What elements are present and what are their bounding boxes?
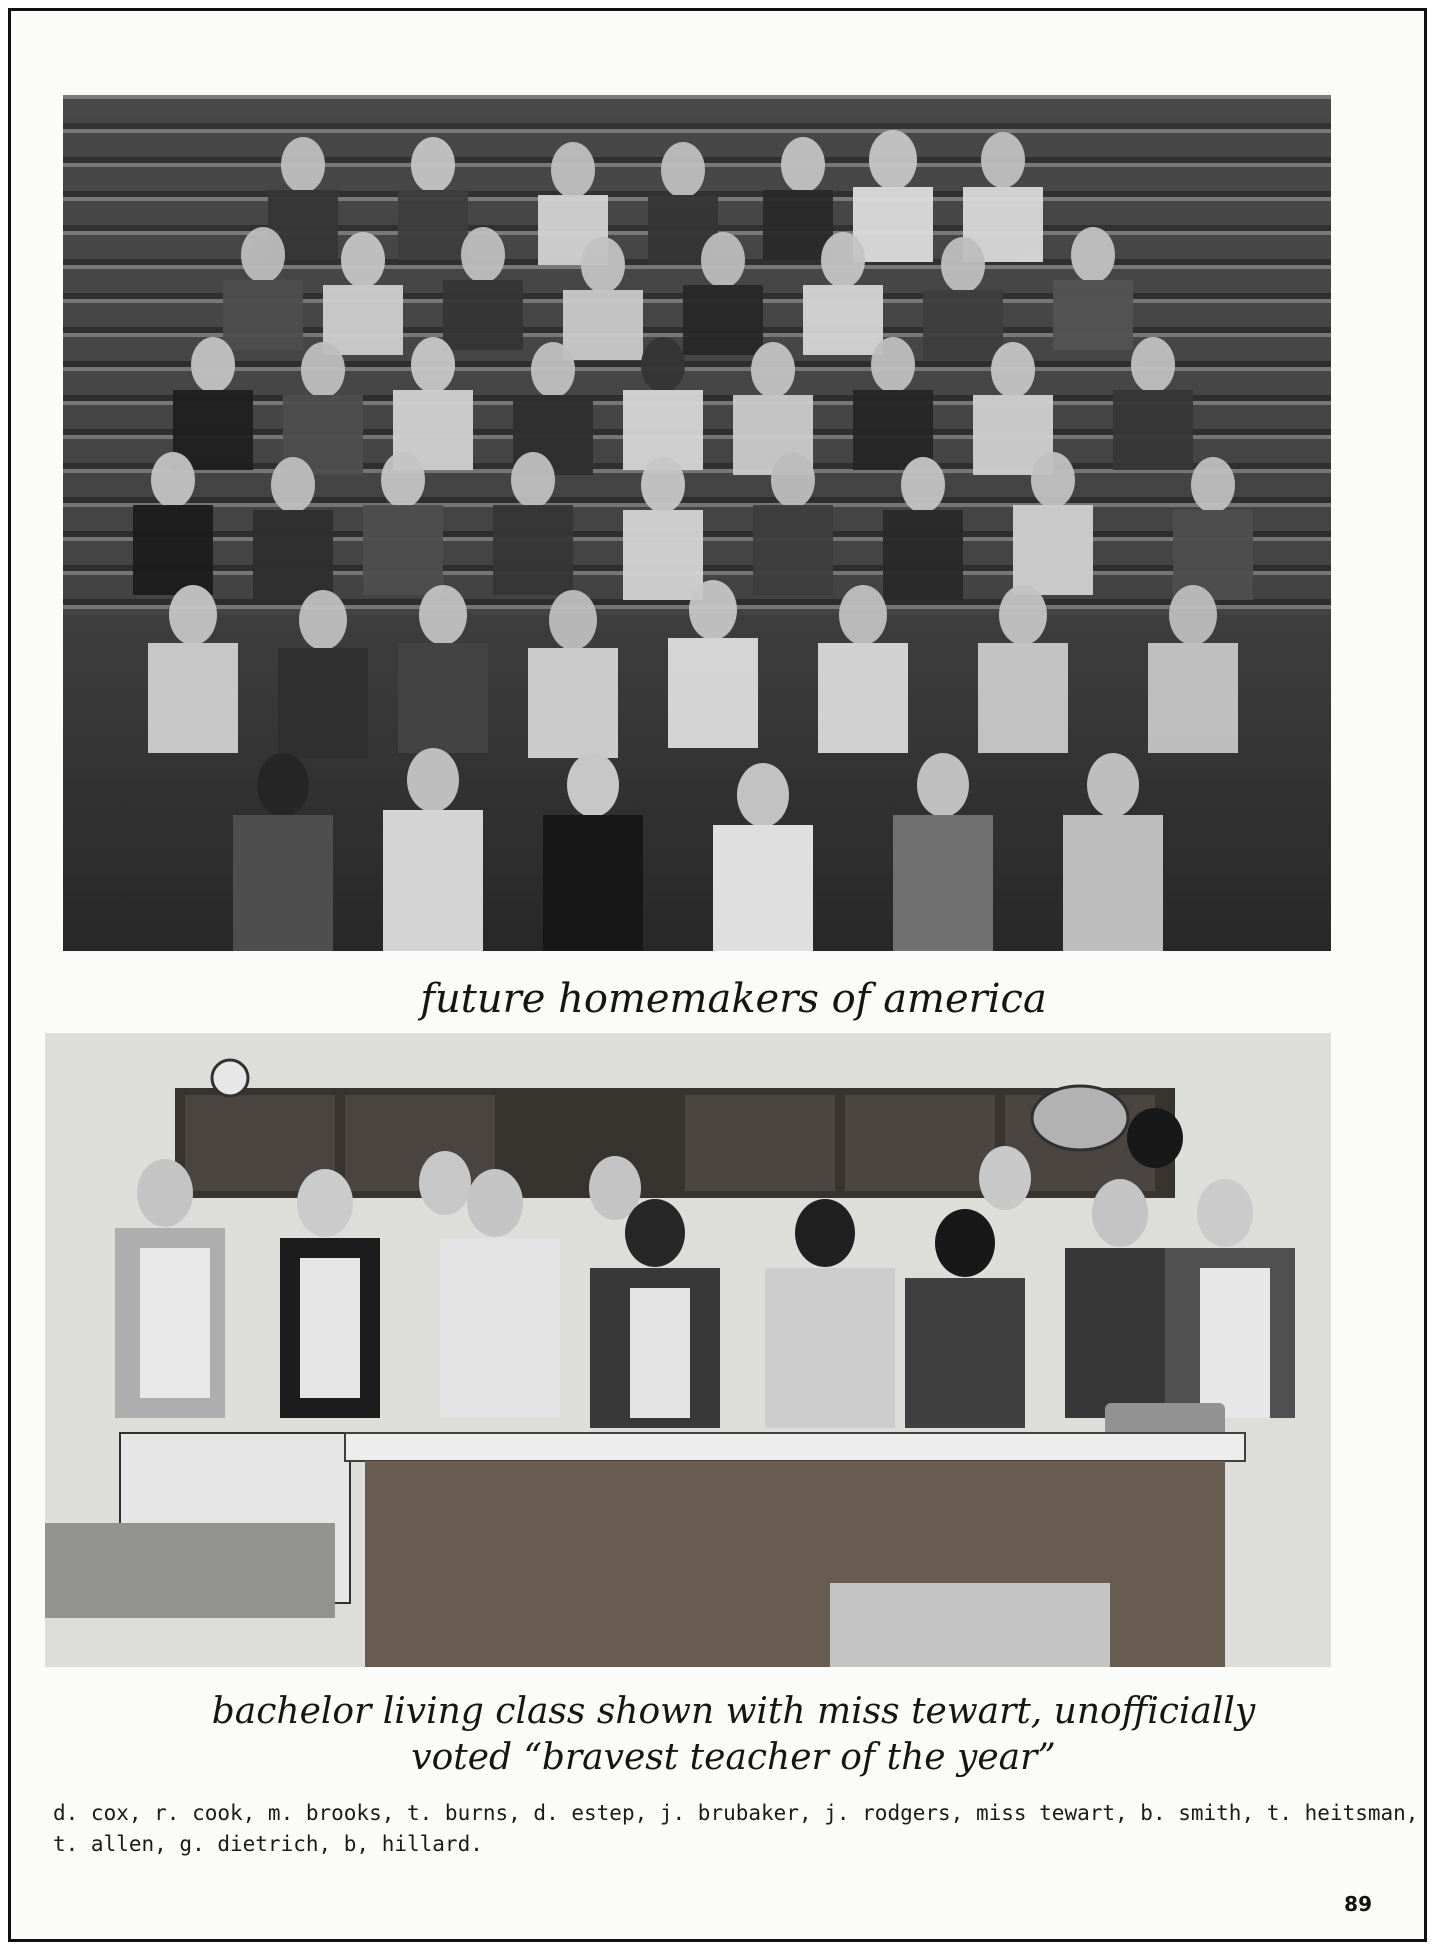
names-list-line2: t. allen, g. dietrich, b, hillard. <box>53 1832 483 1856</box>
group-photo-caption: future homemakers of america <box>420 976 1047 1022</box>
group-photo <box>63 95 1331 951</box>
kitchen-photo-image <box>45 1033 1331 1667</box>
yearbook-page <box>8 8 1427 1942</box>
group-photo-image <box>63 95 1331 951</box>
kitchen-photo-caption-line2: voted “bravest teacher of the year” <box>411 1737 1056 1778</box>
page-number: 89 <box>1344 1892 1372 1916</box>
kitchen-photo-caption-line1: bachelor living class shown with miss tewart, unofficially <box>211 1691 1256 1732</box>
kitchen-photo <box>45 1033 1331 1667</box>
names-list-line1: d. cox, r. cook, m. brooks, t. burns, d. estep, j. brubaker, j. rodgers, miss tewart, b. smith, t. heitsman, <box>53 1801 1419 1825</box>
